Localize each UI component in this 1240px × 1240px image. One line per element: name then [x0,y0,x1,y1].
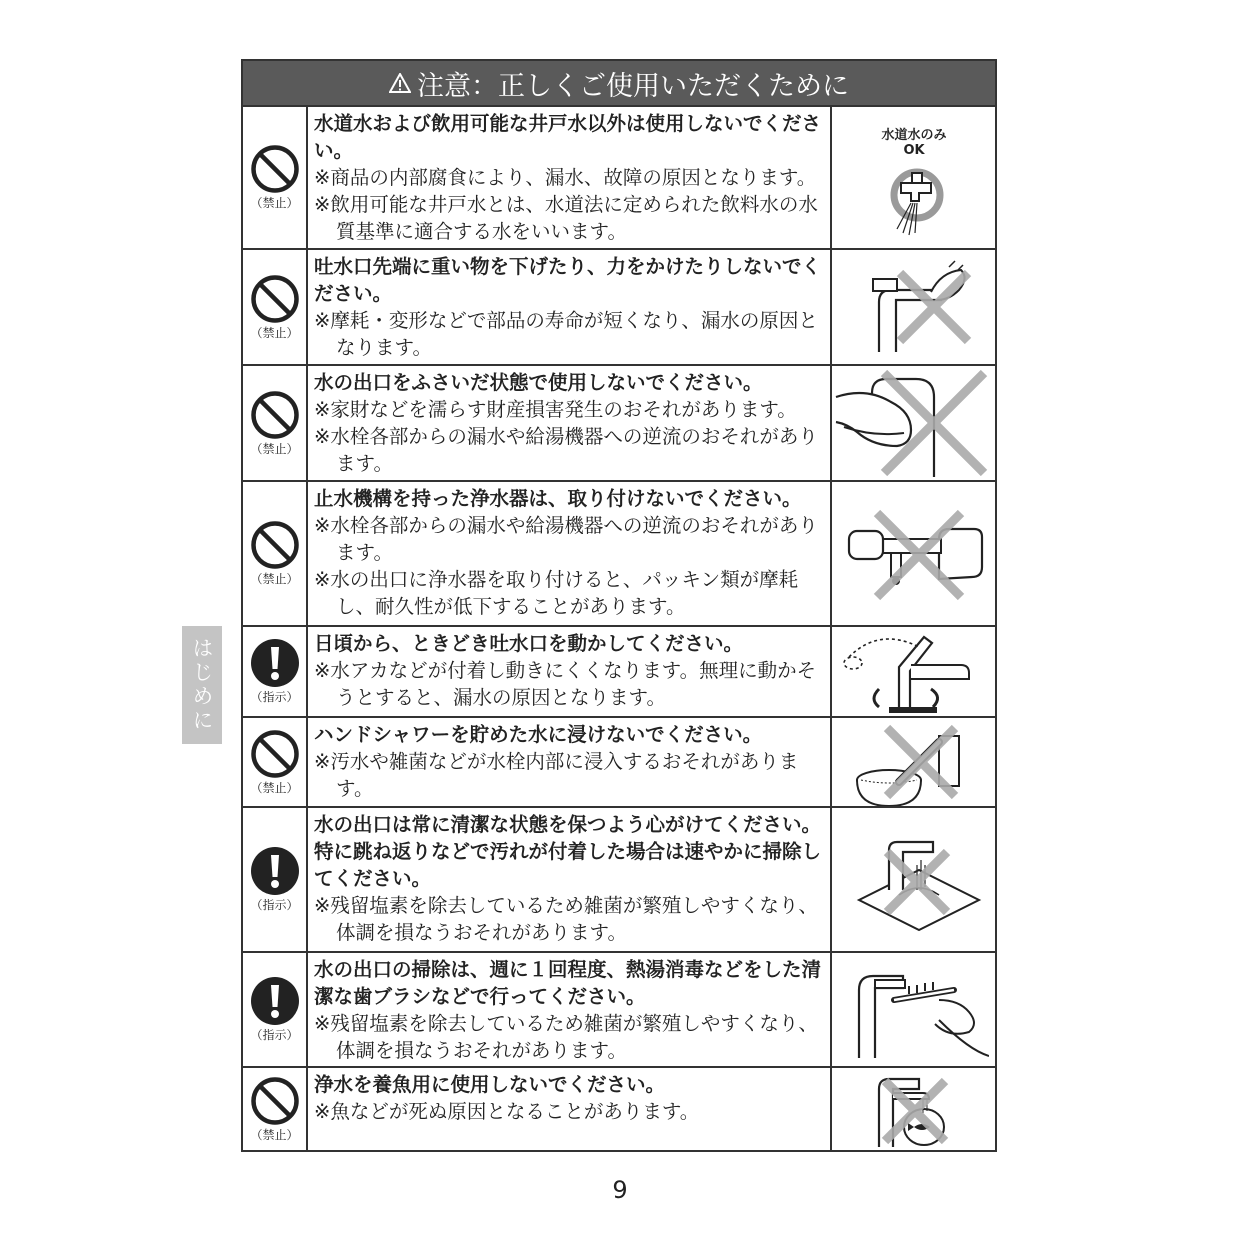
caution-text [308,1068,830,1150]
caution-table [241,59,997,1152]
caution-text [308,627,830,716]
caution-note: ※商品の内部腐食により、漏水、故障の原因となります。 [314,166,817,189]
caution-illustration [830,107,995,248]
warning-triangle-icon [389,73,411,93]
caution-text [308,482,830,625]
toothbrush-cleaning-illustration [839,960,989,1060]
caution-note: ※摩耗・変形などで部品の寿命が短くなり、漏水の原因となります。 [314,309,818,359]
mark-label: （禁止） [250,196,299,210]
prohibit-icon [250,144,300,194]
caution-header [243,61,995,107]
heavy-load-prohibited-illustration [839,257,989,357]
mark-label: （指示） [250,898,299,912]
caution-heading: 水道水および飲用可能な井戸水以外は使用しないでください。 [314,112,822,162]
caution-heading: 日頃から、ときどき吐水口を動かしてください。 [314,632,744,655]
figure-text: 水道水のみ [880,127,947,143]
caution-illustration [830,808,995,951]
instruction-icon [250,976,300,1026]
prohibit-icon [250,729,300,779]
prohibit-icon [250,390,300,440]
caution-illustration [830,482,995,625]
prohibit-icon [250,274,300,324]
caution-note: ※水の出口に浄水器を取り付けると、パッキン類が摩耗し、耐久性が低下することがあります。 [314,568,799,618]
caution-text [308,953,830,1066]
caution-row [243,482,995,627]
caution-illustration [830,366,995,480]
caution-row [243,1068,995,1150]
caution-text [308,808,830,951]
caution-row [243,250,995,366]
caution-illustration [830,627,995,716]
caution-note: ※飲用可能な井戸水とは、水道法に定められた飲料水の水質基準に適合する水をいいます。 [314,193,818,243]
caution-text [308,107,830,248]
fish-tank-prohibited-illustration [839,1069,989,1149]
prohibit-icon [250,1076,300,1126]
caution-heading: 水の出口の掃除は、週に１回程度、熱湯消毒などをした清潔な歯ブラシなどで行ってください。 [314,958,822,1008]
keep-outlet-clean-illustration [839,820,989,940]
shower-in-water-prohibited-illustration [839,718,989,806]
caution-heading: 水の出口は常に清潔な状態を保つよう心がけてください。特に跳ね返りなどで汚れが付着した場合は速やかに掃除してください。 [314,813,822,890]
purifier-prohibited-illustration [839,499,989,609]
prohibition-mark [243,107,308,248]
caution-note: ※水栓各部からの漏水や給湯機器への逆流のおそれがあります。 [314,425,818,475]
caution-illustration [830,718,995,806]
mark-label: （禁止） [250,325,299,340]
caution-illustration [830,1068,995,1150]
prohibit-icon [250,520,300,570]
caution-note: ※水栓各部からの漏水や給湯機器への逆流のおそれがあります。 [314,514,818,564]
caution-note: ※残留塩素を除去しているため雑菌が繁殖しやすくなり、体調を損なうおそれがあります。 [314,1012,818,1062]
mark-label: （禁止） [250,441,299,456]
caution-row [243,366,995,482]
caution-heading: 水の出口をふさいだ状態で使用しないでください。 [314,371,763,394]
instruction-icon [250,638,300,688]
figure-text: OK [902,142,925,158]
tap-water-ok-illustration [839,113,989,243]
instruction-mark [243,808,308,951]
prohibition-mark [243,250,308,364]
caution-text [308,250,830,364]
caution-note: ※家財などを濡らす財産損害発生のおそれがあります。 [314,398,797,421]
caution-row [243,953,995,1068]
caution-note: ※水アカなどが付着し動きにくくなります。無理に動かそうとすると、漏水の原因となります。 [314,659,817,709]
prohibition-mark [243,1068,308,1150]
caution-text [308,718,830,806]
caution-note: ※汚水や雑菌などが水栓内部に浸入するおそれがあります。 [314,750,799,800]
mark-label: （禁止） [250,572,299,586]
caution-illustration [830,250,995,364]
caution-heading: 吐水口先端に重い物を下げたり、力をかけたりしないでください。 [314,255,822,305]
mark-label: （指示） [250,1028,299,1042]
caution-row [243,808,995,953]
move-spout-illustration [839,627,989,716]
caution-heading: 止水機構を持った浄水器は、取り付けないでください。 [314,487,802,510]
side-tab [182,626,222,744]
caution-row [243,718,995,808]
mark-label: （禁止） [250,780,299,795]
mark-label: （指示） [250,690,299,704]
blocked-outlet-prohibited-illustration [834,367,994,479]
caution-text [308,366,830,480]
caution-heading: ハンドシャワーを貯めた水に浸けないでください。 [314,723,763,746]
caution-row [243,627,995,718]
caution-row [243,107,995,250]
caution-heading: 浄水を養魚用に使用しないでください。 [314,1073,666,1096]
mark-label: （禁止） [250,1127,299,1142]
prohibition-mark [243,718,308,806]
page-number: 9 [612,1176,628,1204]
instruction-mark [243,953,308,1066]
prohibition-mark [243,482,308,625]
caution-note: ※残留塩素を除去しているため雑菌が繁殖しやすくなり、体調を損なうおそれがあります。 [314,894,818,944]
side-tab-label: はじめに [190,637,214,733]
instruction-mark [243,627,308,716]
instruction-icon [250,846,300,896]
prohibition-mark [243,366,308,480]
caution-title: 注意：正しくご使用いただくために [417,70,849,102]
caution-note: ※魚などが死ぬ原因となることがあります。 [314,1100,700,1123]
caution-illustration [830,953,995,1066]
